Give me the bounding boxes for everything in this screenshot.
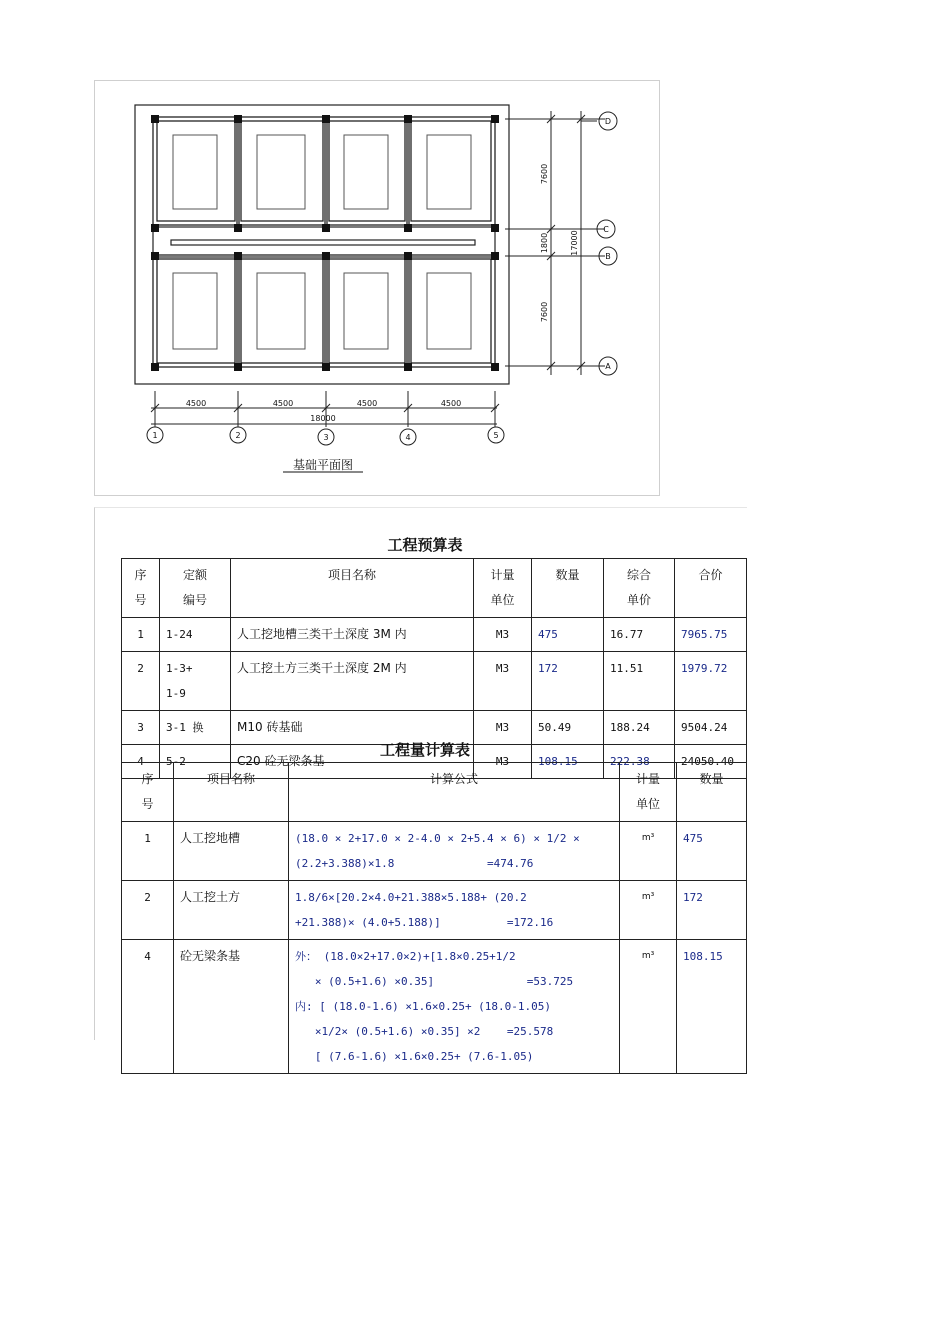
cell-code: 1-3+ 1-9 xyxy=(160,652,231,711)
dim-h-4: 4500 xyxy=(440,399,462,408)
pads-bottom xyxy=(173,273,471,349)
budget-table-title: 工程预算表 xyxy=(387,536,463,554)
dim-h-1: 4500 xyxy=(185,399,207,408)
cell-formula: 1.8/6×[20.2×4.0+21.388×5.188+ (20.2 +21.388)× (4.0+5.188)] =172.16 xyxy=(289,881,620,940)
cell-price: 16.77 xyxy=(604,618,675,652)
cell-code: 1-24 xyxy=(160,618,231,652)
foundation-plan-drawing xyxy=(94,80,660,496)
header-code: 定额 编号 xyxy=(160,559,231,618)
cell-no: 1 xyxy=(122,618,160,652)
cell-unit: M3 xyxy=(474,745,532,779)
axis-5: 5 xyxy=(493,431,499,440)
header-unit: 计量 单位 xyxy=(620,763,677,822)
cell-qty: 475 xyxy=(677,822,747,881)
cell-price: 222.38 xyxy=(604,745,675,779)
axis-2: 2 xyxy=(235,431,241,440)
table-row xyxy=(122,652,747,711)
table-row xyxy=(122,822,747,881)
cell-qty: 50.49 xyxy=(532,711,604,745)
dim-h-total: 18000 xyxy=(310,414,336,423)
header-total: 合价 xyxy=(675,559,747,618)
cell-total: 24050.40 xyxy=(675,745,747,779)
cell-price: 11.51 xyxy=(604,652,675,711)
cell-code: 5-2 xyxy=(160,745,231,779)
cell-qty: 172 xyxy=(532,652,604,711)
quantity-header-row xyxy=(122,763,747,822)
cell-name: 人工挖土方三类干土深度 2M 内 xyxy=(231,652,474,711)
axis-D: D xyxy=(604,117,612,126)
quantity-table xyxy=(121,762,747,1074)
cell-name: M10 砖基础 xyxy=(231,711,474,745)
cell-name: 砼无梁条基 xyxy=(174,940,289,1074)
tables-panel xyxy=(94,507,747,1063)
cell-unit: m³ xyxy=(620,881,677,940)
cell-qty: 108.15 xyxy=(677,940,747,1074)
dim-v-corridor: 1800 xyxy=(540,232,549,254)
drawing-caption: 基础平面图 xyxy=(292,458,354,472)
dim-h-3: 4500 xyxy=(356,399,378,408)
cell-unit: M3 xyxy=(474,711,532,745)
cell-no: 1 xyxy=(122,822,174,881)
header-price: 综合 单价 xyxy=(604,559,675,618)
header-qty: 数量 xyxy=(532,559,604,618)
table-row xyxy=(122,618,747,652)
header-unit: 计量 单位 xyxy=(474,559,532,618)
cell-qty: 108.15 xyxy=(532,745,604,779)
cell-unit: m³ xyxy=(620,940,677,1074)
cell-name: 人工挖地槽 xyxy=(174,822,289,881)
axis-4: 4 xyxy=(405,433,411,442)
cell-total: 7965.75 xyxy=(675,618,747,652)
axis-B: B xyxy=(605,252,611,261)
cell-price: 188.24 xyxy=(604,711,675,745)
cell-no: 3 xyxy=(122,711,160,745)
dim-v-bottom: 7600 xyxy=(540,301,549,323)
budget-header-row xyxy=(122,559,747,618)
cell-no: 2 xyxy=(122,652,160,711)
header-no: 序 号 xyxy=(122,559,160,618)
cell-formula: (18.0 × 2+17.0 × 2-4.0 × 2+5.4 × 6) × 1/2 × (2.2+3.388)×1.8 =474.76 xyxy=(289,822,620,881)
header-qty: 数量 xyxy=(677,763,747,822)
cell-qty: 475 xyxy=(532,618,604,652)
axis-1: 1 xyxy=(152,431,158,440)
header-name: 项目名称 xyxy=(231,559,474,618)
header-no: 序 号 xyxy=(122,763,174,822)
cell-name: 人工挖土方 xyxy=(174,881,289,940)
axis-C: C xyxy=(603,225,609,234)
header-name: 项目名称 xyxy=(174,763,289,822)
cell-no: 4 xyxy=(122,745,160,779)
vertical-dimensions xyxy=(505,111,605,375)
dim-h-2: 4500 xyxy=(272,399,294,408)
cell-no: 4 xyxy=(122,940,174,1074)
header-formula: 计算公式 xyxy=(289,763,620,822)
cell-name: C20 砼无梁条基 xyxy=(231,745,474,779)
quantity-table-title: 工程量计算表 xyxy=(379,741,470,759)
cell-unit: M3 xyxy=(474,618,532,652)
dim-v-top: 7600 xyxy=(540,163,549,185)
cell-unit: M3 xyxy=(474,652,532,711)
cell-code: 3-1 换 xyxy=(160,711,231,745)
cell-qty: 172 xyxy=(677,881,747,940)
table-row xyxy=(122,881,747,940)
row-axis-bubbles xyxy=(581,112,617,375)
cell-total: 1979.72 xyxy=(675,652,747,711)
cell-total: 9504.24 xyxy=(675,711,747,745)
dim-v-total: 17000 xyxy=(570,230,579,256)
cell-name: 人工挖地槽三类干土深度 3M 内 xyxy=(231,618,474,652)
cell-unit: m³ xyxy=(620,822,677,881)
bays-bottom xyxy=(153,255,495,367)
axis-3: 3 xyxy=(323,433,329,442)
axis-A: A xyxy=(605,362,611,371)
cell-no: 2 xyxy=(122,881,174,940)
cell-formula: 外： (18.0×2+17.0×2)+[1.8×0.25+1/2 × (0.5+1.6) ×0.35] =53.725 内: [ (18.0-1.6) ×1.6×0.25+ (18.0-1.05) ×1/2× (0.5+1.6) ×0.35] ×2 =25.578 [ (7.6-1.6) ×1.6×0.25+ (7.6-1.05) xyxy=(289,940,620,1074)
vertical-dimension-labels xyxy=(540,164,579,322)
table-row xyxy=(122,940,747,1074)
pads-top xyxy=(173,135,471,209)
